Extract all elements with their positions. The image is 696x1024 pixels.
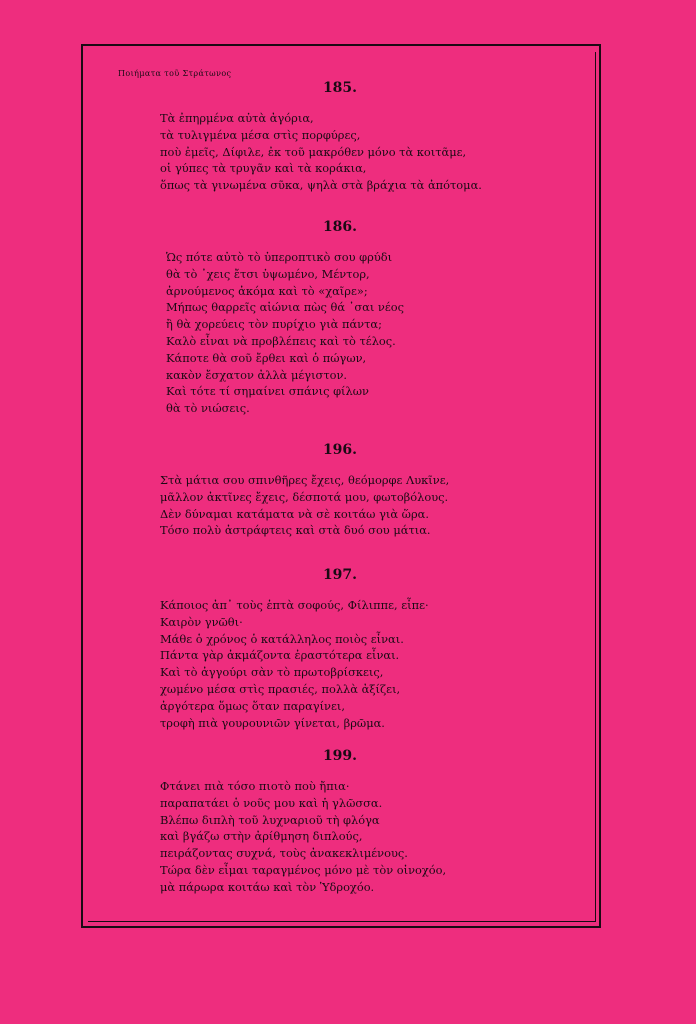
poem-line: Καὶ τὸ ἀγγούρι σὰν τὸ πρωτοβρίσκεις, [160,665,384,680]
poem-lines [160,472,449,539]
running-head: Ποιήματα τοῦ Στράτωνος [118,69,232,78]
poem-line: θὰ τὸ νιώσεις. [166,401,250,416]
poem-line: Ὡς πότε αὐτὸ τὸ ὑπεροπτικὸ σου φρύδι [166,250,393,264]
poem-line: ἢ θὰ χορεύεις τὸν πυρίχιο γιὰ πάντα; [166,317,382,332]
poem-line: Πάντα γὰρ ἀκμάζοντα ἐραστότερα εἶναι. [160,648,400,663]
poem-line: Βλέπω διπλὴ τοῦ λυχναριοῦ τὴ φλόγα [160,812,380,827]
poem-line: Καιρὸν γνῶθι· [160,614,243,629]
poem-line: μὰ πάρωρα κοιτάω καὶ τὸν Ὑδροχόο. [160,879,375,894]
poem-line: Καὶ τότε τί σημαίνει σπάνις φίλων [166,384,369,399]
poem-line: τροφὴ πιὰ γουρουνιῶν γίνεται, βρῶμα. [160,715,385,730]
poem-number: 197. [322,567,358,583]
poem-line: κακὸν ἔσχατον ἀλλὰ μέγιστον. [166,367,348,382]
poem-line: Κάποιος ἀπ᾿ τοὺς ἑπτὰ σοφούς, Φίλιππε, εἶπε· [160,598,429,612]
poem-line: Δὲν δύναμαι κατάματα νὰ σὲ κοιτάω γιὰ ὥρα. [160,506,429,521]
poem-line: Τὰ ἐπηρμένα αὐτὰ ἀγόρια, [160,111,314,125]
poem-number: 199. [322,748,358,764]
poem-line: Μήπως θαρρεῖς αἰώνια πὼς θά ᾿σαι νέος [166,300,404,315]
poem-line: πειράζοντας συχνά, τοὺς ἀνακεκλιμένους. [160,846,408,861]
poem-line: παραπατάει ὁ νοῦς μου καὶ ἡ γλῶσσα. [160,795,383,810]
poem-line: τὰ τυλιγμένα μέσα στὶς πορφύρες, [160,127,361,142]
poem-line: οἱ γύπες τὰ τρυγᾶν καὶ τὰ κοράκια, [160,161,367,176]
poem-line: Στὰ μάτια σου σπινθῆρες ἔχεις, θεόμορφε Λυκῖνε, [160,473,450,487]
poem-line: Τώρα δὲν εἶμαι ταραγμένος μόνο μὲ τὸν οἰνοχόο, [160,862,447,877]
poem-line: Τόσο πολὺ ἀστράφτεις καὶ στὰ δυό σου μάτια. [160,523,431,538]
poem-number: 196. [322,442,358,458]
poem-line: ἀργότερα ὅμως ὅταν παραγίνει, [160,698,345,713]
poem-line: ποὺ ἐμεῖς, Δίφιλε, ἐκ τοῦ μακρόθεν μόνο τὰ κοιτᾶμε, [160,144,467,159]
poem-lines [160,778,446,896]
poem-line: Μάθε ὁ χρόνος ὁ κατάλληλος ποιὸς εἶναι. [160,631,404,646]
poem-line: ἀρνούμενος ἀκόμα καὶ τὸ «χαῖρε»; [166,283,368,298]
poem-line: Κάποτε θὰ σοῦ ἔρθει καὶ ὁ πώγων, [166,350,367,365]
poem-line: χωμένο μέσα στὶς πρασιές, πολλὰ ἀξίζει, [160,681,401,696]
poem-line: θὰ τὸ ᾿χεις ἔτσι ὑψωμένο, Μέντορ, [166,266,370,281]
poem-lines [160,110,482,194]
poem-number: 185. [322,80,358,96]
poem-number: 186. [322,219,358,235]
poem-lines [166,249,404,417]
poem-line: καὶ βγάζω στὴν ἀρίθμηση διπλούς, [160,829,363,844]
poem-lines [160,597,429,731]
poem-line: Φτάνει πιὰ τόσο πιοτὸ ποὺ ἤπια· [160,779,350,793]
poem-line: Καλὸ εἶναι νὰ προβλέπεις καὶ τὸ τέλος. [166,333,396,348]
poem-line: ὅπως τὰ γινωμένα σῦκα, ψηλὰ στὰ βράχια τὰ ἀπότομα. [160,178,482,193]
poem-line: μᾶλλον ἀκτῖνες ἔχεις, δέσποτά μου, φωτοβόλους. [160,489,449,504]
